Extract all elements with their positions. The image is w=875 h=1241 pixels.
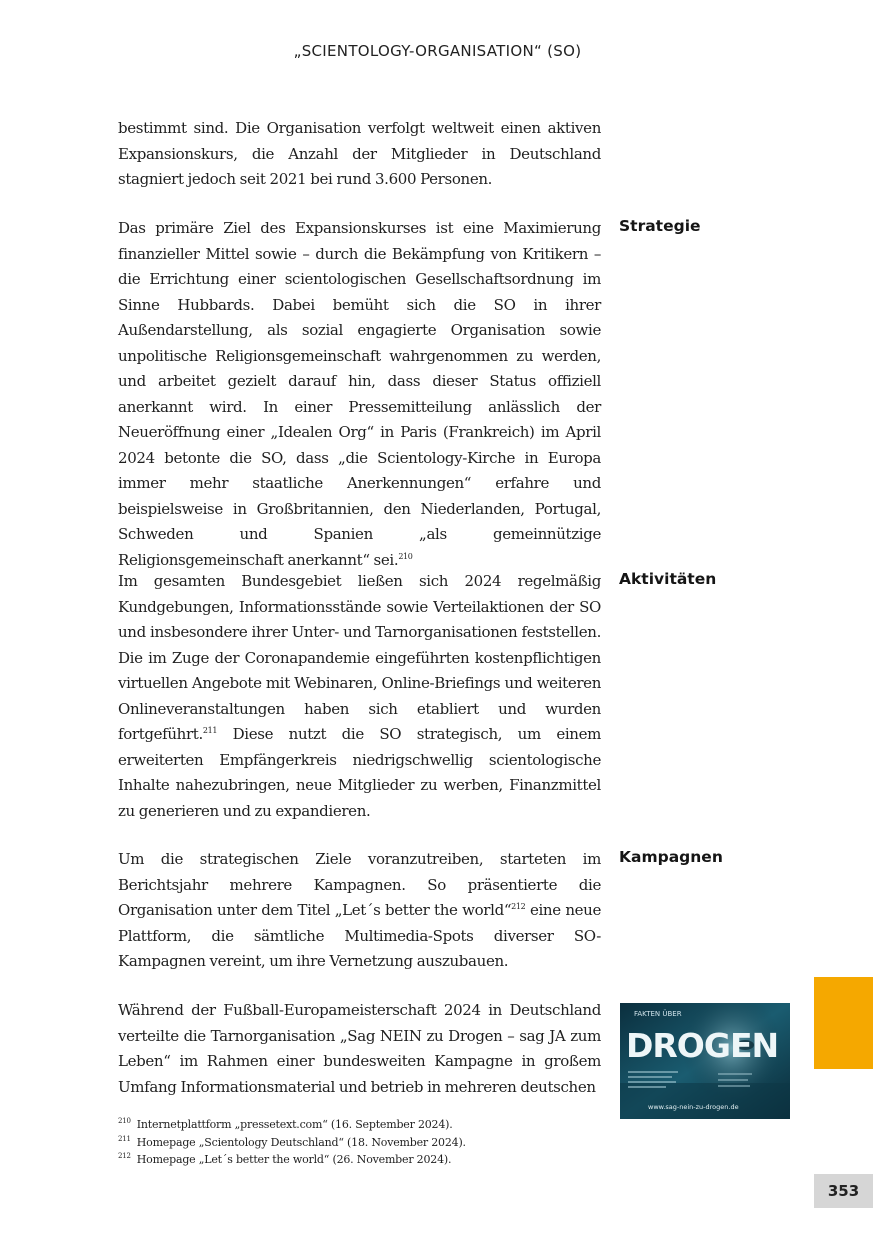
footnote-211: $^{211}$ Homepage „Scientology Deutschland“ (18. November 2024). xyxy=(118,1134,466,1149)
paragraph-activities: Im gesamten Bundesgebiet ließen sich 2024 regelmäßig Kundgebungen, Informationsstände sowie Verteilaktionen der SO und insbesondere ihrer Unter- und Tarnorganisationen feststellen. Die im Zuge der Coronapandemie eingeführten kostenpflichtigen virtuellen Angebote mit Webinaren, Online-Briefings und weiteren Onlineveranstaltungen haben sich etabliert und wurden fortgeführt.$^{211}$ Diese nutzt die SO strategisch, um einem erweiterten Empfängerkreis niedrigschwellig scientologische Inhalte nahezubringen, neue Mitglieder zu werben, Finanzmittel zu generieren und zu expandieren. xyxy=(118,572,601,820)
footnote-ref-211: 211 xyxy=(202,726,218,735)
image-header-text: FAKTEN ÜBER xyxy=(634,1010,682,1018)
paragraph-strategy: Das primäre Ziel des Expansionskurses ist eine Maximierung finanzieller Mittel sowie – durch die Bekämpfung von Kritikern – die Errichtung einer scientologischen Gesellschaftsordnung im Sinne Hubbards. Dabei bemüht sich die SO in ihrer Außendarstellung, als sozial engagierte Organisation sowie unpolitische Religionsgemeinschaft wahrgenommen zu werden, und arbeitet gezielt darauf hin, dass dieser Status offiziell anerkannt wird. In einer Pressemitteilung anlässlich der Neueröffnung einer „Idealen Org“ in Paris (Frankreich) im April 2024 betonte die SO, dass „die Scientology-Kirche in Europa immer mehr staatliche Anerkennungen“ erfahre und beispielsweise in Großbritannien, den Niederlanden, Portugal, Schweden und Spanien „als gemeinnützige Religionsgemeinschaft anerkannt“ sei.$^{210}$ xyxy=(118,219,601,569)
footnote-210: $^{210}$ Internetplattform „pressetext.com“ (16. September 2024). xyxy=(118,1117,453,1131)
margin-label-kampagnen: Kampagnen xyxy=(619,848,723,866)
paragraph-em-campaign: Während der Fußball-Europameisterschaft 2024 in Deutschland verteilte die Tarnorganisation „Sag NEIN zu Drogen – sag JA zum Leben“ im Rahmen einer bundesweiten Kampagne in großem Umfang Informationsmaterial und betrieb in mehreren deutschen xyxy=(118,1001,601,1096)
margin-label-strategie: Strategie xyxy=(619,217,701,235)
running-head: „SCIENTOLOGY-ORGANISATION“ (SO) xyxy=(293,42,582,60)
image-url-text: www.sag-nein-zu-drogen.de xyxy=(648,1103,739,1111)
page-number: 353 xyxy=(814,1174,873,1208)
footnote-212: $^{212}$ Homepage „Let´s better the world“ (26. November 2024). xyxy=(118,1152,452,1166)
chapter-thumb-tab xyxy=(814,977,873,1069)
drogen-brochure-image xyxy=(620,1003,790,1119)
footnote-ref-212: 212 xyxy=(511,902,526,911)
paragraph-campaigns: Um die strategischen Ziele voranzutreiben, starteten im Berichtsjahr mehrere Kampagnen. So präsentierte die Organisation unter dem Titel „Let´s better the world“$^{212}$ eine neue Plattform, die sämtliche Multimedia-Spots diverser SO-Kampagnen vereint, um ihre Vernetzung auszubauen. xyxy=(118,850,601,970)
footnote-ref-210: 210 xyxy=(398,551,413,561)
margin-label-aktivitaeten: Aktivitäten xyxy=(619,570,717,588)
footnotes xyxy=(118,1116,601,1169)
image-title-text: DROGEN xyxy=(626,1026,779,1065)
paragraph-intro: bestimmt sind. Die Organisation verfolgt weltweit einen aktiven Expansionskurs, die Anzahl der Mitglieder in Deutschland stagniert jedoch seit 2021 bei rund 3.600 Personen. xyxy=(118,119,601,188)
